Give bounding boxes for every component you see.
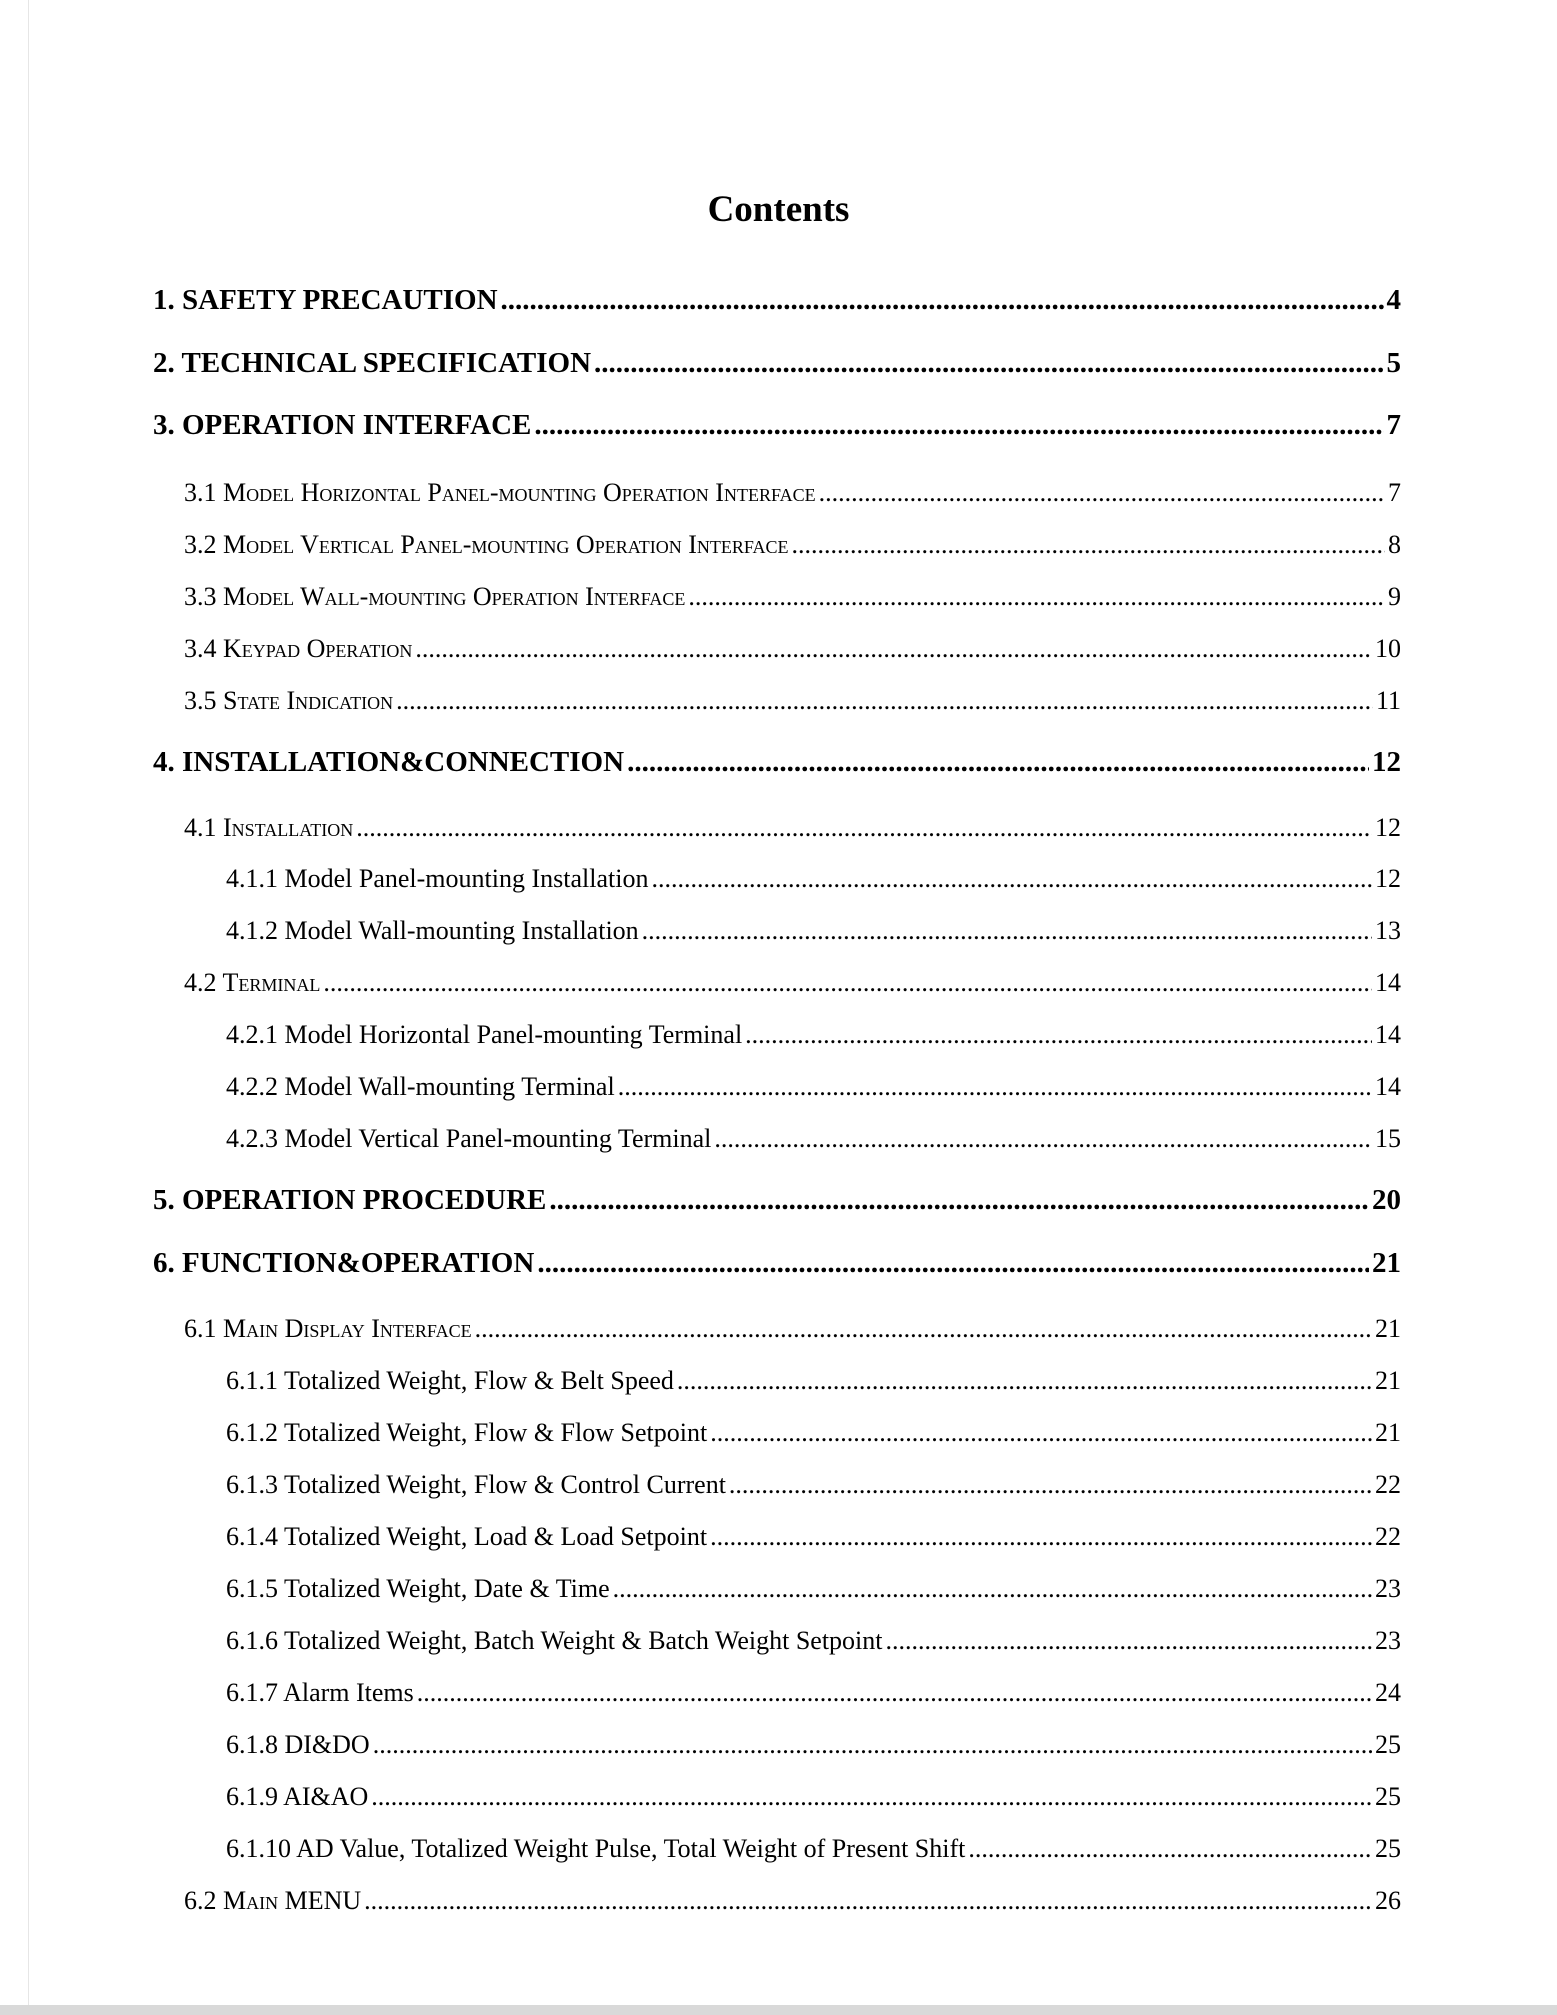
toc-leader-dots xyxy=(745,1017,1372,1053)
toc-page-number: 7 xyxy=(1388,478,1401,507)
toc-entry-6-1-3[interactable] xyxy=(226,1467,1401,1503)
toc-leader-dots xyxy=(651,861,1372,897)
toc-entry-6-1-4[interactable] xyxy=(226,1519,1401,1555)
toc-page-number: 7 xyxy=(1386,409,1401,441)
toc-leader-dots xyxy=(627,742,1369,782)
toc-page-number: 25 xyxy=(1375,1730,1401,1759)
toc-leader-dots xyxy=(396,683,1373,719)
toc-leader-dots xyxy=(501,280,1384,320)
toc-entry-label: 5. OPERATION PROCEDURE xyxy=(153,1184,547,1216)
toc-page-number: 21 xyxy=(1375,1366,1401,1395)
toc-leader-dots xyxy=(415,631,1372,667)
toc-entry-label: 6.1.3 Totalized Weight, Flow & Control Current xyxy=(226,1470,726,1499)
toc-page-number: 21 xyxy=(1375,1418,1401,1447)
toc-entry-3-2[interactable] xyxy=(184,527,1401,563)
toc-page-number: 14 xyxy=(1375,1072,1401,1101)
toc-entry-4-2-3[interactable] xyxy=(226,1121,1401,1157)
toc-entry-4-2-2[interactable] xyxy=(226,1069,1401,1105)
toc-entry-label: 3.3 Model Wall-mounting Operation Interface xyxy=(184,582,686,611)
toc-entry-4-1[interactable] xyxy=(184,810,1401,846)
toc-page-number: 5 xyxy=(1386,347,1401,379)
toc-entry-label: 2. TECHNICAL SPECIFICATION xyxy=(153,347,592,379)
toc-page-number: 22 xyxy=(1375,1522,1401,1551)
toc-entry-label: 4.1 Installation xyxy=(184,813,354,842)
toc-entry-6-1-8[interactable] xyxy=(226,1727,1401,1763)
toc-entry-label: 6. FUNCTION&OPERATION xyxy=(153,1247,535,1279)
toc-leader-dots xyxy=(677,1363,1372,1399)
page-edge xyxy=(28,0,29,2005)
toc-page-number: 14 xyxy=(1375,1020,1401,1049)
toc-page-number: 13 xyxy=(1375,916,1401,945)
toc-entry-6-1-10[interactable] xyxy=(226,1831,1401,1867)
toc-entry-6-1-5[interactable] xyxy=(226,1571,1401,1607)
toc-entry-label: 4.1.1 Model Panel-mounting Installation xyxy=(226,864,649,893)
toc-leader-dots xyxy=(642,913,1372,949)
toc-entry-operation-interface[interactable] xyxy=(153,405,1401,445)
toc-page-number: 23 xyxy=(1375,1574,1401,1603)
toc-page-number: 24 xyxy=(1375,1678,1401,1707)
toc-entry-label: 3.2 Model Vertical Panel-mounting Operation Interface xyxy=(184,530,789,559)
toc-leader-dots xyxy=(475,1311,1372,1347)
toc-page-number: 25 xyxy=(1375,1782,1401,1811)
toc-page-number: 25 xyxy=(1375,1834,1401,1863)
toc-entry-6-1-1[interactable] xyxy=(226,1363,1401,1399)
toc-entry-6-1-2[interactable] xyxy=(226,1415,1401,1451)
toc-entry-label: 3.4 Keypad Operation xyxy=(184,634,413,663)
toc-page-number: 21 xyxy=(1375,1314,1401,1343)
toc-page-number: 22 xyxy=(1375,1470,1401,1499)
toc-leader-dots xyxy=(549,1180,1369,1220)
toc-entry-label: 6.1.6 Totalized Weight, Batch Weight & Batch Weight Setpoint xyxy=(226,1626,883,1655)
toc-leader-dots xyxy=(356,810,1372,846)
toc-entry-label: 6.1.2 Totalized Weight, Flow & Flow Setpoint xyxy=(226,1418,708,1447)
toc-entry-label: 4.2 Terminal xyxy=(184,968,321,997)
toc-leader-dots xyxy=(373,1727,1372,1763)
toc-leader-dots xyxy=(613,1571,1372,1607)
toc-page-number: 20 xyxy=(1372,1184,1401,1216)
page-bottom-edge xyxy=(0,2005,1557,2015)
toc-entry-installation-connection[interactable] xyxy=(153,742,1401,782)
toc-entry-operation-procedure[interactable] xyxy=(153,1180,1401,1220)
toc-entry-label: 6.1.4 Totalized Weight, Load & Load Setpoint xyxy=(226,1522,708,1551)
toc-entry-label: 3. OPERATION INTERFACE xyxy=(153,409,532,441)
toc-entry-label: 6.1.7 Alarm Items xyxy=(226,1678,414,1707)
toc-entry-3-3[interactable] xyxy=(184,579,1401,615)
toc-leader-dots xyxy=(688,579,1385,615)
toc-leader-dots xyxy=(417,1675,1372,1711)
toc-leader-dots xyxy=(819,475,1385,511)
toc-leader-dots xyxy=(323,965,1372,1001)
page-title: Contents xyxy=(707,189,850,230)
toc-leader-dots xyxy=(534,405,1383,445)
toc-page-number: 10 xyxy=(1375,634,1401,663)
toc-entry-label: 6.1.5 Totalized Weight, Date & Time xyxy=(226,1574,610,1603)
toc-entry-label: 4. INSTALLATION&CONNECTION xyxy=(153,746,625,778)
toc-entry-3-4[interactable] xyxy=(184,631,1401,667)
toc-entry-label: 6.1.9 AI&AO xyxy=(226,1782,369,1811)
toc-entry-label: 6.1.8 DI&DO xyxy=(226,1730,370,1759)
toc-entry-3-1[interactable] xyxy=(184,475,1401,511)
toc-page-number: 23 xyxy=(1375,1626,1401,1655)
toc-entry-6-1-9[interactable] xyxy=(226,1779,1401,1815)
toc-entry-label: 6.1.1 Totalized Weight, Flow & Belt Speed xyxy=(226,1366,674,1395)
toc-page-number: 12 xyxy=(1372,746,1401,778)
toc-page-number: 12 xyxy=(1375,813,1401,842)
toc-entry-label: 4.2.2 Model Wall-mounting Terminal xyxy=(226,1072,615,1101)
toc-leader-dots xyxy=(729,1467,1372,1503)
toc-leader-dots xyxy=(618,1069,1372,1105)
toc-entry-label: 4.1.2 Model Wall-mounting Installation xyxy=(226,916,639,945)
toc-leader-dots xyxy=(714,1121,1372,1157)
toc-entry-label: 6.1.10 AD Value, Totalized Weight Pulse, Total Weight of Present Shift xyxy=(226,1834,966,1863)
toc-entry-6-1-7[interactable] xyxy=(226,1675,1401,1711)
toc-leader-dots xyxy=(710,1415,1372,1451)
toc-entry-label: 3.5 State Indication xyxy=(184,686,394,715)
toc-leader-dots xyxy=(537,1243,1369,1283)
toc-entry-label: 4.2.1 Model Horizontal Panel-mounting Terminal xyxy=(226,1020,743,1049)
toc-page-number: 14 xyxy=(1375,968,1401,997)
toc-page-number: 21 xyxy=(1372,1247,1401,1279)
toc-entry-safety-precaution[interactable] xyxy=(153,280,1401,320)
toc-page-number: 11 xyxy=(1375,686,1401,715)
toc-leader-dots xyxy=(886,1623,1373,1659)
toc-entry-4-2-1[interactable] xyxy=(226,1017,1401,1053)
toc-page-number: 26 xyxy=(1375,1886,1401,1915)
toc-leader-dots xyxy=(792,527,1385,563)
toc-leader-dots xyxy=(710,1519,1372,1555)
toc-entry-6-1[interactable] xyxy=(184,1311,1401,1347)
toc-leader-dots xyxy=(594,343,1383,383)
toc-entry-technical-specification[interactable] xyxy=(153,343,1401,383)
toc-page-number: 15 xyxy=(1375,1124,1401,1153)
toc-entry-4-1-1[interactable] xyxy=(226,861,1401,897)
toc-entry-6-2[interactable] xyxy=(184,1883,1401,1919)
toc-entry-6-1-6[interactable] xyxy=(226,1623,1401,1659)
toc-page-number: 8 xyxy=(1388,530,1401,559)
toc-entry-4-1-2[interactable] xyxy=(226,913,1401,949)
toc-entry-label: 6.1 Main Display Interface xyxy=(184,1314,472,1343)
toc-entry-4-2[interactable] xyxy=(184,965,1401,1001)
toc-entry-label: 3.1 Model Horizontal Panel-mounting Operation Interface xyxy=(184,478,816,507)
toc-page-number: 9 xyxy=(1388,582,1401,611)
toc-leader-dots xyxy=(371,1779,1372,1815)
toc-entry-label: 4.2.3 Model Vertical Panel-mounting Terminal xyxy=(226,1124,712,1153)
toc-page-number: 4 xyxy=(1386,284,1401,316)
toc-leader-dots xyxy=(364,1883,1372,1919)
toc-page-number: 12 xyxy=(1375,864,1401,893)
toc-leader-dots xyxy=(968,1831,1372,1867)
toc-entry-function-operation[interactable] xyxy=(153,1243,1401,1283)
toc-entry-3-5[interactable] xyxy=(184,683,1401,719)
toc-entry-label: 6.2 Main MENU xyxy=(184,1886,362,1915)
toc-entry-label: 1. SAFETY PRECAUTION xyxy=(153,284,498,316)
